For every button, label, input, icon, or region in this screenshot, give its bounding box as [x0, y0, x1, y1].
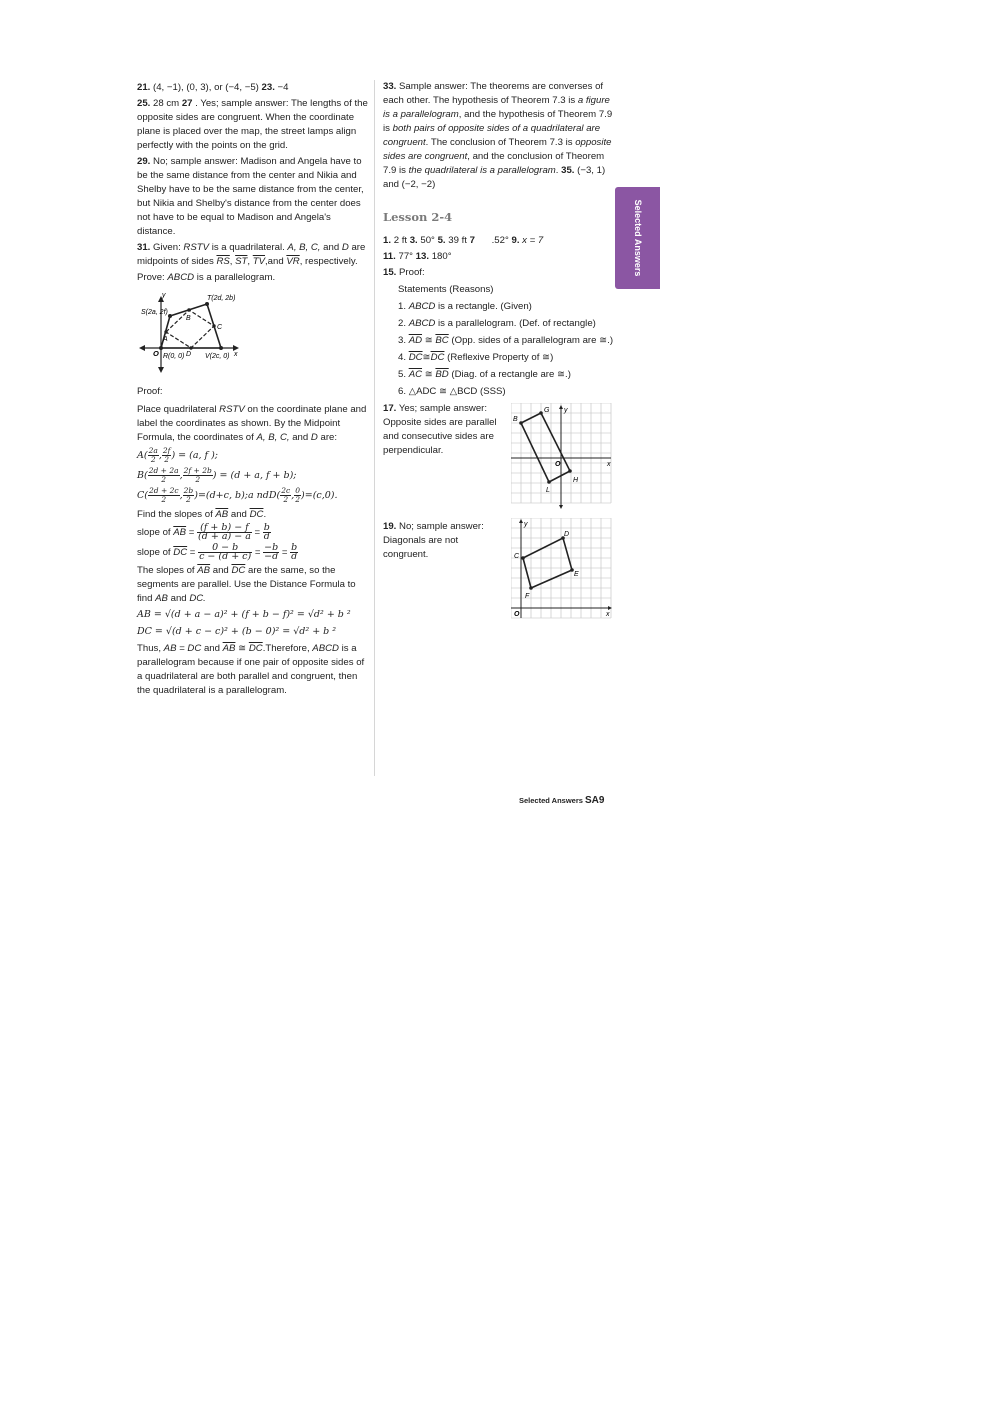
answer-text: . Yes; sample answer: The lengths of the opposite sides are congruent. When the coordinate plane is placed over the map, the street lamps align perfectly with the points on the grid. — [137, 98, 368, 151]
proof-paragraph-1: Place quadrilateral RSTV on the coordinate plane and label the coordinates as shown. By the Midpoint Formula, the coordinates of A, B, C, and D are: — [137, 404, 367, 443]
answer-number: 29. — [137, 156, 151, 167]
answer-text: −4 — [277, 82, 289, 93]
svg-text:C: C — [514, 553, 520, 560]
answer-17-block — [383, 402, 613, 514]
svg-text:H: H — [573, 477, 579, 484]
slope-ab: slope of $\overline{AB}$ = $\frac{(f + b) - f}{(d + a) - a}$ = $\frac{b}{d}$ — [137, 522, 270, 542]
answer-number: 35. — [561, 165, 575, 176]
quadrilateral-cdef — [523, 538, 572, 588]
svg-text:F: F — [525, 593, 530, 600]
answer-number: 27 — [181, 98, 193, 109]
statement-1: 1. ABCD is a rectangle. (Given) — [398, 301, 532, 312]
quadrilateral-rstv-figure — [137, 289, 369, 375]
statement-6: 6. △ADC ≅ △BCD (SSS) — [398, 386, 506, 397]
svg-text:D: D — [564, 531, 570, 538]
statement-3: 3. $\overline{AD}$ ≅ $\overline{BC}$ (Opp. sides of a parallelogram are ≅.) — [398, 335, 614, 346]
svg-text:O: O — [555, 461, 561, 468]
answer-31-given: 31. Given: RSTV is a quadrilateral. A, B, C, and D are midpoints of sides $\overline{RS}$, $\overline{ST}$, $\overline{TV},and$ $\overline{VR}$, respectively. — [137, 242, 366, 267]
answer-29 — [137, 155, 369, 239]
answer-text: No; sample answer: Madison and Angela have to be the same distance from the center and Nikia and Shelby have to be the same distance from the center, but Nikia and Shelby's distance from the center does not have to be equal to Madison and Angela's distance. — [137, 156, 364, 237]
statements-header: Statements (Reasons) — [398, 284, 494, 295]
label-d: D — [186, 351, 192, 358]
answer-19-block — [383, 520, 613, 632]
lesson-answer-15: 15. Proof: — [383, 267, 425, 278]
conclusion-paragraph: Thus, AB = DC and $\overline{AB}$ ≅ $\overline{DC}.Therefore$, ABCD is a parallelogram because if one pair of opposite sides of a quadrilateral are both parallel and congruent, then the quadrilateral is a parallelogram. — [137, 643, 365, 696]
answer-text: 28 cm — [153, 98, 180, 109]
svg-text:x: x — [606, 611, 610, 618]
label-b: B — [186, 315, 191, 322]
answer-25-27 — [137, 97, 369, 153]
label-c: C — [217, 324, 223, 331]
page-footer — [519, 795, 604, 806]
midpoint-a: A( $\frac{2a}{2}$ , $\frac{2f}{2}$ ) = (a, f ); — [137, 446, 219, 464]
midpoint-c-d: C( $\frac{2d + 2c}{2}$ , $\frac{2b}{2}$ )=(d+c, b);a ndD( $\frac{2c}{2}$ , $\frac{0}{2}$ )=(c,0). — [137, 486, 338, 504]
svg-text:y: y — [162, 292, 166, 299]
svg-text:L: L — [546, 487, 550, 494]
statement-4: 4. $\overline{DC}≅\overline{DC}$ (Reflexive Property of ≅) — [398, 352, 554, 363]
lesson-answers-11-13: 11. 77° 13. 180° — [383, 251, 452, 262]
graph-19 — [511, 518, 613, 622]
svg-text:O: O — [514, 611, 520, 618]
answer-33-35: 33. Sample answer: The theorems are converses of each other. The hypothesis of Theorem 7.3 is a figure is a parallelogram, and the hypothesis of Theorem 7.9 is both pairs of opposite sides of a quadrilateral are congruent. The conclusion of Theorem 7.3 is opposite sides are congruent, and the conclusion of Theorem 7.9 is the quadrilateral is a parallelogram. 35. (−3, 1) and (−2, −2) — [383, 81, 613, 190]
answer-17: 17. Yes; sample answer: Opposite sides are parallel and consecutive sides are perpendicular. — [383, 403, 497, 456]
rectangle-bghl — [521, 413, 570, 482]
svg-text:B: B — [513, 416, 518, 423]
label-r: R(0, 0) — [163, 353, 185, 360]
svg-text:x: x — [607, 461, 611, 468]
slope-dc: slope of $\overline{DC}$ = $\frac{0 - b}{c - (d + c)}$ = $\frac{-b}{-d}$ = $\frac{b}{d}$ — [137, 542, 298, 562]
find-slopes: Find the slopes of $\overline{AB}$ and $\overline{DC}$. — [137, 509, 267, 520]
answer-number: 31. — [137, 242, 151, 253]
answer-21-23 — [137, 81, 369, 95]
segment-rs: $\overline{RS}$ — [216, 256, 230, 267]
selected-answers-tab — [615, 187, 660, 289]
right-column — [383, 80, 613, 632]
svg-text:y: y — [564, 407, 568, 414]
left-column — [137, 81, 369, 700]
svg-text:x: x — [234, 351, 238, 358]
proof-label: Proof: — [137, 386, 163, 397]
svg-text:E: E — [574, 571, 579, 578]
answer-number: 25. — [137, 98, 151, 109]
svg-text:G: G — [544, 407, 550, 414]
label-origin: O — [153, 349, 159, 358]
label-a: A — [163, 336, 168, 343]
statement-2: 2. ABCD is a parallelogram. (Def. of rectangle) — [398, 318, 596, 329]
lesson-heading: Lesson 2-4 — [383, 210, 453, 224]
distance-dc: DC = √(d + c − c)² + (b − 0)² = √d² + b ² — [137, 626, 337, 637]
statement-5: 5. $\overline{AC}$ ≅ $\overline{BD}$ (Diag. of a rectangle are ≅.) — [398, 369, 571, 380]
tab-label: Selected Answers — [632, 199, 643, 277]
segment-vr: $\overline{VR}$ — [286, 256, 300, 267]
label-s: S(2a, 2f) — [141, 309, 168, 316]
column-divider — [374, 80, 375, 776]
slopes-same-paragraph: The slopes of $\overline{AB}$ and $\overline{DC}$ are the same, so the segments are parallel. Use the Distance Formula to find AB and DC. — [137, 565, 356, 604]
answer-31-prove: Prove: ABCD is a parallelogram. — [137, 272, 276, 283]
distance-ab: AB = √(d + a − a)² + (f + b − f)² = √d² + b ² — [137, 609, 351, 620]
segment-st: $\overline{ST}$ — [235, 256, 248, 267]
graph-17 — [511, 403, 613, 511]
midpoint-b: B( $\frac{2d + 2a}{2}$ , $\frac{2f + 2b}{2}$ ) = (d + a, f + b); — [137, 466, 297, 484]
label-v: V(2c, 0) — [205, 353, 230, 360]
segment-tv: $\overline{TV}$ — [252, 256, 266, 267]
answer-number: 33. — [383, 81, 397, 92]
answer-19: 19. No; sample answer: Diagonals are not congruent. — [383, 521, 484, 560]
answer-text: (4, −1), (0, 3), or (−4, −5) — [153, 82, 259, 93]
answer-number: 23. — [261, 82, 275, 93]
svg-text:y: y — [524, 521, 528, 528]
lesson-answers-1-9: 1. 2 ft 3. 50° 5. 39 ft 7 .52° 9. x = 7 — [383, 235, 544, 246]
page-number: SA9 — [585, 795, 605, 806]
footer-label: Selected Answers — [519, 796, 583, 805]
label-t: T(2d, 2b) — [207, 295, 236, 302]
answer-number: 21. — [137, 82, 151, 93]
